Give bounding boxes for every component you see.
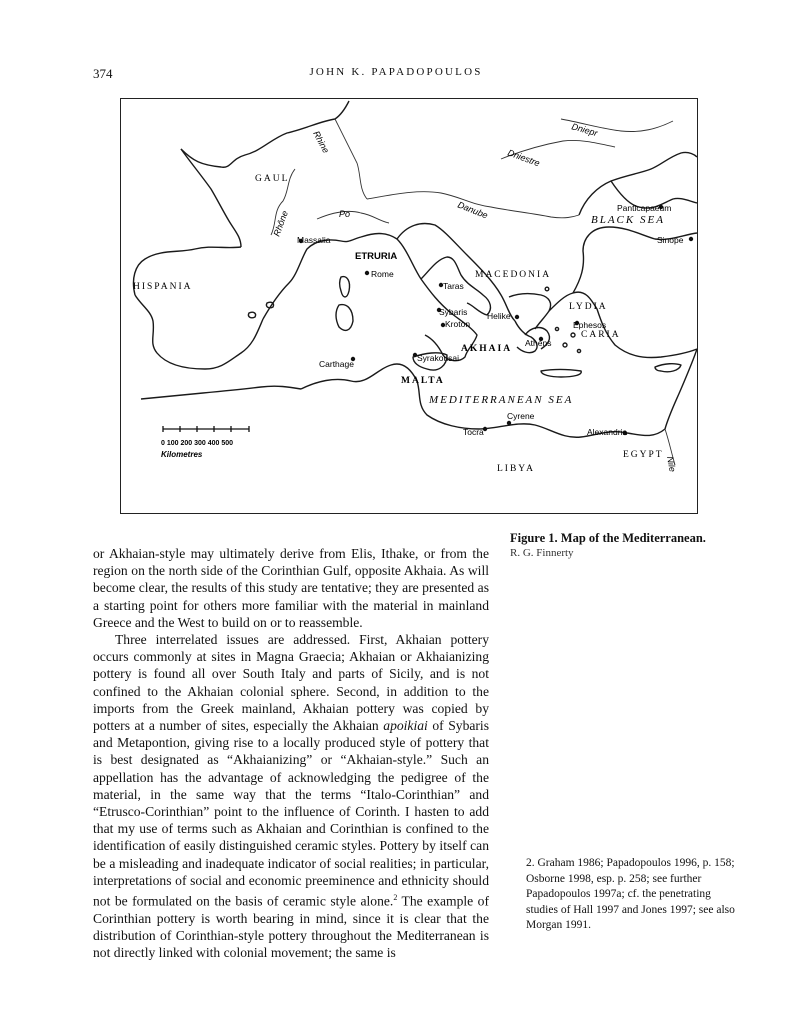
- city-tocra: Tocra: [463, 427, 484, 437]
- footnote-2: 2. Graham 1986; Papadopoulos 1996, p. 158; Osborne 1998, esp. p. 258; see further Papadopoulos 1997a; cf. the penetrating studies of Hall 1997 and Jones 1997; see also Morgan 1991.: [526, 857, 735, 932]
- city-kroton: Kroton: [445, 319, 471, 329]
- river-dniepr: Dniepr: [570, 121, 599, 139]
- page-number: 374: [93, 66, 113, 81]
- city-helike: Helike: [487, 311, 511, 321]
- region-macedonia: MACEDONIA: [475, 270, 552, 280]
- running-head: JOHN K. PAPADOPOULOS: [309, 66, 483, 78]
- city-taras: Taras: [443, 281, 464, 291]
- river-nile: Nile: [665, 455, 678, 473]
- paragraph-2: [93, 631, 489, 961]
- caption-title: Figure 1. Map of the Mediterranean.: [510, 531, 706, 545]
- city-sybaris: Sybaris: [439, 307, 468, 317]
- region-lydia: LYDIA: [569, 302, 608, 312]
- mediterranean-map: [120, 98, 698, 514]
- city-ephesos: Ephesos: [573, 320, 607, 330]
- region-egypt: EGYPT: [623, 450, 664, 460]
- scale-unit: Kilometres: [161, 450, 203, 459]
- city-alexandria: Alexandria: [587, 427, 628, 437]
- map-graphic: [121, 99, 697, 513]
- paragraph-2-part-b: of Sybaris and Metapontion, giving rise to a locally produced style of pottery that is best designated as “Akhaianizing” or “Akhaian-style.” Such an appellation has the advantage of acknowledging the pedigree of the material, in the same way that the terms “Italo-Corinthian” and “Etrusco-Corinthian” point to the influence of Corinth. I hasten to add that my use of terms such as Akhaian and Corinthian is confined to the identification of easily distinguished ceramic styles. Pottery by itself can be a misleading and inadequate indicator of social realities; in particular, interpretations of social and economic preeminence and ethnicity should not be formulated on the basis of ceramic style alone.: [93, 718, 489, 909]
- region-hispania: HISPANIA: [133, 282, 193, 292]
- city-panticapaeum: Panticapaeum: [617, 203, 672, 213]
- city-syrakousai: Syrakousai: [417, 353, 460, 363]
- city-massalia: Massalia: [297, 235, 331, 245]
- region-malta: MALTA: [401, 376, 445, 386]
- paragraph-2-italic: apoikiai: [383, 718, 428, 734]
- river-po: Po: [339, 209, 351, 219]
- river-rhine: Rhine: [311, 129, 332, 155]
- paragraph-1: or Akhaian-style may ultimately derive from Elis, Ithake, or from the region on the north side of the Corinthian Gulf, opposite Akhaia. As will become clear, the results of this study are tentative; they are presented as a starting point for others more familiar with the material in mainland Greece and the West to build on or to reassemble.: [93, 546, 489, 630]
- region-gaul: GAUL: [255, 174, 290, 184]
- region-etruria: ETRURIA: [355, 251, 398, 262]
- region-libya: LIBYA: [497, 464, 535, 474]
- region-akhaia: AKHAIA: [461, 344, 513, 354]
- river-danube: Danube: [456, 199, 490, 221]
- caption-credit: R. G. Finnerty: [510, 547, 574, 559]
- paragraph-2-part-c: The example of Corinthian pottery is worth bearing in mind, since it is clear that the distribution of Corinthian-style pottery throughout the Mediterranean is not directly linked with colonial movement; the same is: [93, 893, 489, 961]
- city-sinope: Sinope: [657, 235, 684, 245]
- city-rome: Rome: [371, 269, 394, 279]
- city-carthage: Carthage: [319, 359, 354, 369]
- river-rhone: Rhône: [271, 209, 290, 238]
- paragraph-2-part-a: Three interrelated issues are addressed. First, Akhaian pottery occurs commonly at sites in Magna Graecia; Akhaian or Akhaianizing pottery is found all over South Italy and parts of Sicily, and is not confined to the Akhaian colonial sphere. Second, in addition to the imports from the Greek mainland, Akhaian pottery was copied by potters at a number of sites, especially the Akhaian: [93, 632, 489, 734]
- scale-bar: [163, 426, 249, 432]
- sea-black: BLACK SEA: [591, 214, 665, 226]
- scale-ticks: 0 100 200 300 400 500: [161, 440, 234, 447]
- body-text: [93, 545, 489, 961]
- city-athens: Athens: [525, 338, 552, 348]
- footnote-ref-2[interactable]: 2: [393, 893, 398, 903]
- region-caria: CARIA: [581, 330, 621, 340]
- sea-mediterranean: MEDITERRANEAN SEA: [429, 394, 574, 406]
- river-dniestre: Dniestre: [506, 147, 542, 169]
- city-cyrene: Cyrene: [507, 411, 535, 421]
- figure-caption: [510, 531, 750, 560]
